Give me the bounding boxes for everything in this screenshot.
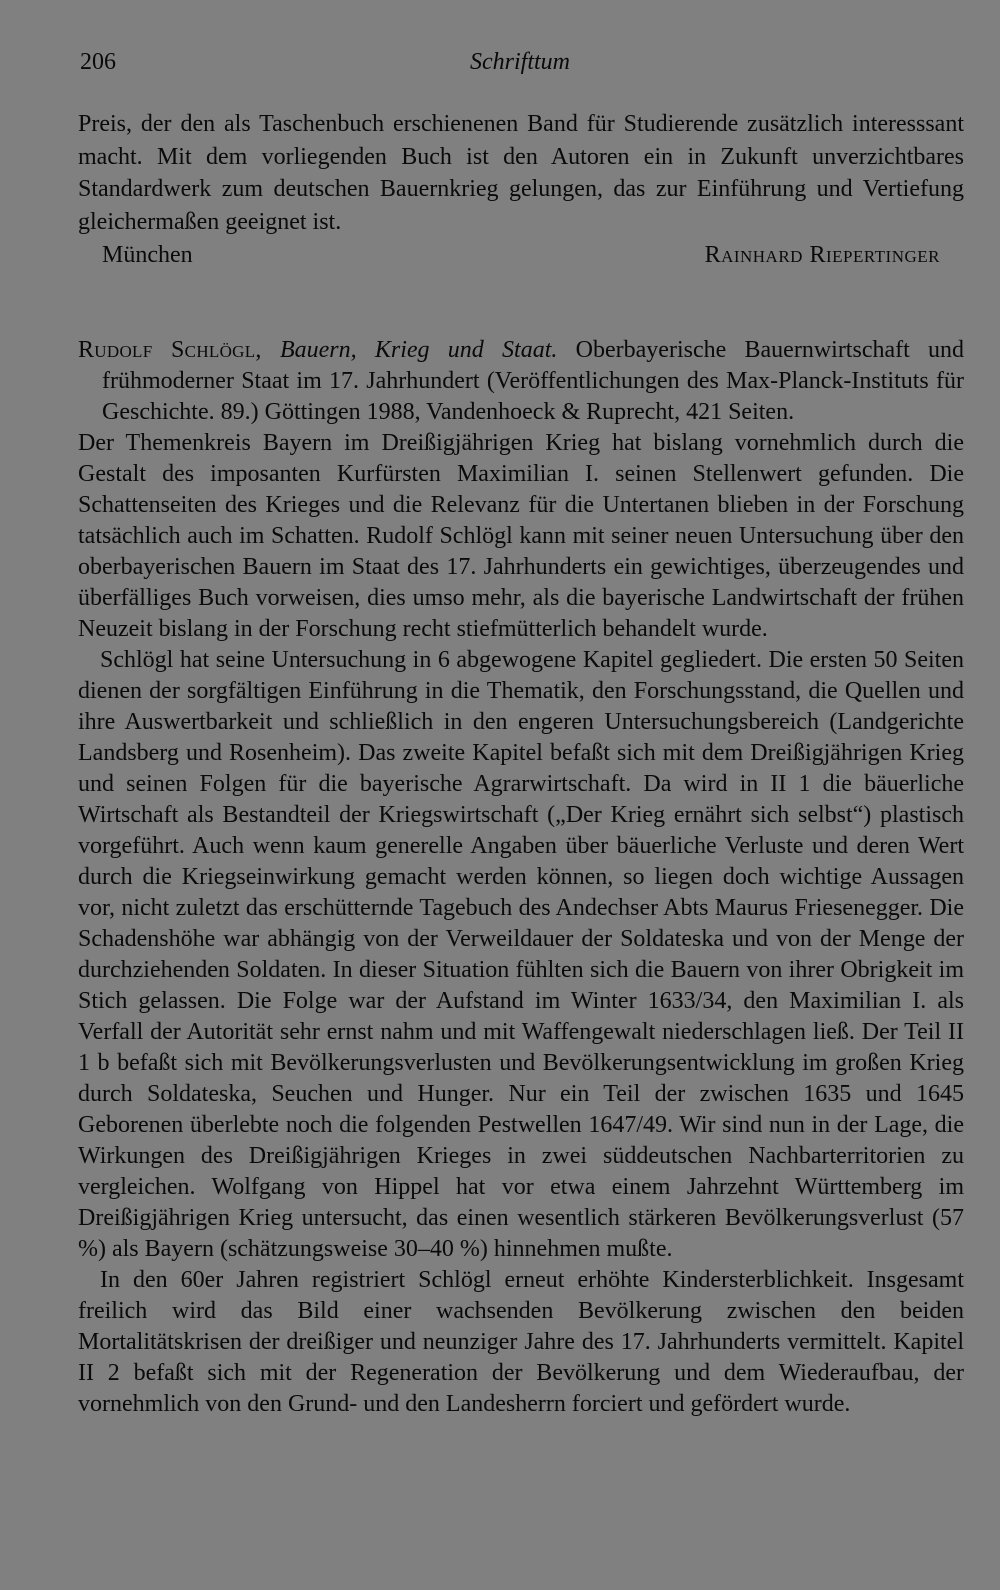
page-number: 206 bbox=[80, 49, 116, 75]
signoff-place: München bbox=[102, 242, 193, 268]
previous-review-ending bbox=[78, 108, 964, 238]
book-details: Oberbayerische Bauernwirtschaft und frühmoderner Staat im 17. Jahrhundert (Veröffentlichungen des Max-Planck-Instituts für Geschichte. 89.) Göttingen 1988, Vandenhoeck & Ruprecht, 421 Seiten. bbox=[102, 337, 965, 425]
review-paragraph: Schlögl hat seine Untersuchung in 6 abgewogene Kapitel gegliedert. Die ersten 50 Seiten dienen der sorgfältigen Einführung in die Thematik, den Forschungsstand, die Quellen und ihre Auswertbarkeit und schließlich in den engeren Untersuchungsbereich (Landgerichte Landsberg und Rosenheim). Das zweite Kapitel befaßt sich mit dem Dreißigjährigen Krieg und seinen Folgen für die bayerische Agrarwirtschaft. Da wird in II 1 die bäuerliche Wirtschaft als Bestandteil der Kriegswirtschaft („Der Krieg ernährt sich selbst“) plastisch vorgeführt. Auch wenn kaum generelle Angaben über bäuerliche Verluste und deren Wert durch die Kriegseinwirkung gemacht werden können, so liegen doch wichtige Aussagen vor, nicht zuletzt das erschütternde Tagebuch des Andechser Abts Maurus Friesenegger. Die Schadenshöhe war abhängig von der Verweildauer der Soldateska und von der Menge der durchziehenden Soldaten. In dieser Situation fühlten sich die Bauern von ihrer Obrigkeit im Stich gelassen. Die Folge war der Aufstand im Winter 1633/34, den Maximilian I. als Verfall der Autorität sehr ernst nahm und mit Waffengewalt niederschlagen ließ. Der Teil II 1 b befaßt sich mit Bevölkerungsverlusten und Bevölkerungsentwicklung im großen Krieg durch Soldateska, Seuchen und Hunger. Nur ein Teil der zwischen 1635 und 1645 Geborenen überlebte noch die folgenden Pestwellen 1647/49. Wir sind nun in der Lage, die Wirkungen des Dreißigjährigen Krieges in zwei süddeutschen Nachbarterritorien zu vergleichen. Wolfgang von Hippel hat vor etwa einem Jahrzehnt Württemberg im Dreißigjährigen Krieg untersucht, das einen wesentlich stärkeren Bevölkerungsverlust (57 %) als Bayern (schätzungsweise 30–40 %) hinnehmen mußte. bbox=[78, 647, 964, 1262]
book-title: Bauern, Krieg und Staat. bbox=[279, 337, 558, 363]
review-signoff bbox=[102, 238, 940, 272]
review-paragraph: In den 60er Jahren registriert Schlögl erneut erhöhte Kindersterblichkeit. Insgesamt freilich wird das Bild einer wachsenden Bevölkerung zwischen den beiden Mortalitätskrisen der dreißiger und neunziger Jahre des 17. Jahrhunderts vermittelt. Kapitel II 2 befaßt sich mit der Regeneration der Bevölkerung und dem Wiederaufbau, der vornehmlich von den Grund- und den Landesherrn forciert und gefördert wurde. bbox=[78, 1267, 964, 1417]
running-head bbox=[80, 44, 960, 80]
running-title: Schrifttum bbox=[470, 49, 570, 75]
book-author: Rudolf Schlögl, bbox=[78, 337, 262, 363]
review-paragraph: Der Themenkreis Bayern im Dreißigjährigen Krieg hat bislang vornehmlich durch die Gestalt des imposanten Kurfürsten Maximilian I. seinen Stellenwert gefunden. Die Schattenseiten des Krieges und die Relevanz für die Untertanen blieben in der Forschung tatsächlich auch im Schatten. Rudolf Schlögl kann mit seiner neuen Untersuchung über den oberbayerischen Bauern im Staat des 17. Jahrhunderts ein gewichtiges, überzeugendes und überfälliges Buch vorweisen, dies umso mehr, als die bayerische Landwirtschaft der frühen Neuzeit bislang in der Forschung recht stiefmütterlich behandelt wurde. bbox=[78, 430, 964, 642]
reviewer-name: Rainhard Riepertinger bbox=[704, 242, 940, 268]
bibliographic-heading bbox=[78, 335, 964, 428]
closing-paragraph: Preis, der den als Taschenbuch erschienenen Band für Studierende zusätzlich interesssant macht. Mit dem vorliegenden Buch ist den Autoren ein in Zukunft unverzichtbares Standardwerk zum deutschen Bauernkrieg gelungen, das zur Einführung und Vertiefung gleichermaßen geeignet ist. bbox=[78, 111, 964, 235]
review-entry bbox=[78, 335, 964, 1420]
